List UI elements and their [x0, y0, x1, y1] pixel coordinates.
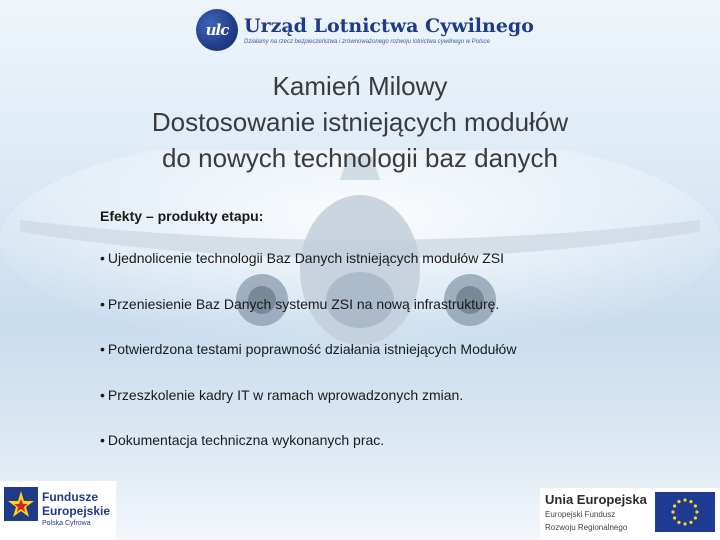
ulc-emblem-icon: ulc	[196, 9, 238, 51]
bullet-list	[100, 250, 516, 478]
org-tagline: Działamy na rzecz bezpieczeństwa i zrównoważonego rozwoju lotnictwa cywilnego w Polsce	[244, 38, 490, 45]
org-name: Urząd Lotnictwa Cywilnego	[244, 14, 534, 37]
ue-fund-line2: Rozwoju Regionalnego	[545, 523, 628, 532]
bullet-icon: •	[100, 250, 105, 266]
title-line-3: do nowych technologii baz danych	[161, 143, 559, 173]
bullet-icon: •	[100, 341, 105, 357]
ue-fund-line1: Europejski Fundusz	[545, 510, 616, 519]
title-line-1: Kamień Milowy	[272, 71, 448, 101]
bullet-item: • Przeniesienie Baz Danych systemu ZSI na nową infrastrukturę.	[100, 295, 500, 312]
bullet-item: • Przeszkolenie kadry IT w ramach wprowadzonych zmian.	[100, 386, 464, 403]
title-line-2: Dostosowanie istniejących modułów	[151, 107, 569, 137]
fe-star-icon	[4, 487, 38, 521]
eu-flag-icon	[655, 492, 715, 532]
bullet-item: • Potwierdzona testami poprawność działania istniejących Modułów	[100, 341, 517, 357]
fundusze-europejskie-logo	[0, 481, 116, 540]
ue-name: Unia Europejska	[545, 492, 647, 507]
section-subheading: Efekty – produkty etapu:	[100, 208, 264, 224]
bullet-icon: •	[100, 386, 105, 403]
ulc-logo	[196, 8, 534, 52]
fe-program-name: Polska Cyfrowa	[42, 520, 91, 527]
bullet-icon: •	[100, 295, 105, 312]
unia-europejska-logo	[540, 488, 720, 540]
fe-name-line2: Europejskie	[42, 504, 111, 518]
bullet-icon: •	[100, 432, 105, 448]
bullet-item: • Dokumentacja techniczna wykonanych prac.	[100, 432, 385, 448]
fe-name-line1: Fundusze	[42, 490, 98, 504]
slide-title	[60, 68, 660, 176]
bullet-item: • Ujednolicenie technologii Baz Danych istniejących modułów ZSI	[100, 250, 505, 266]
